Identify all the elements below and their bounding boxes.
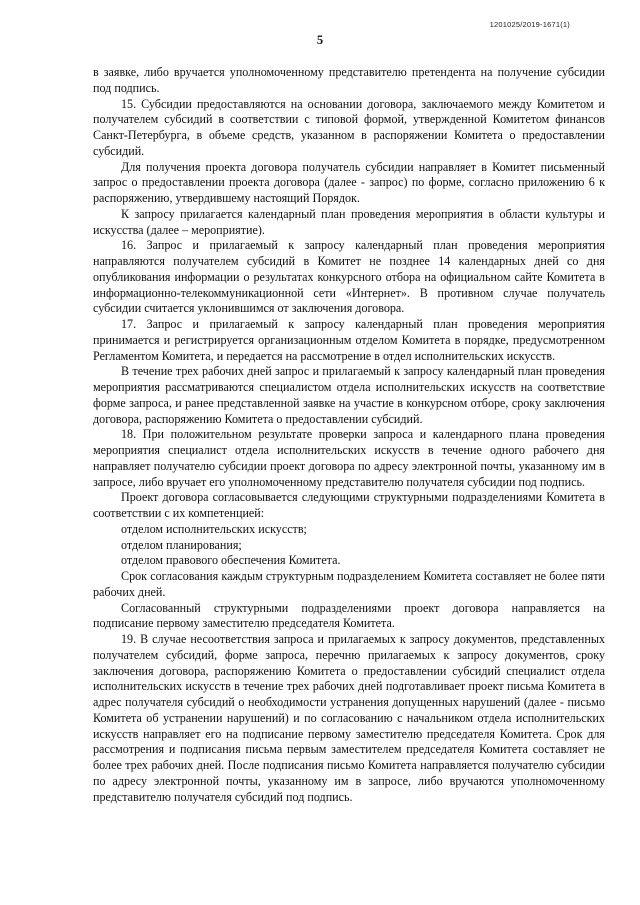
paragraph: Проект договора согласовывается следующими структурными подразделениями Комитета в соответствии с их компетенцией: (93, 490, 605, 520)
paragraph: В течение трех рабочих дней запрос и прилагаемый к запросу календарный план проведения мероприятия рассматриваются специалистом отдела исполнительских искусств на соответствие форме запроса, и ранее представленной заявке на участие в конкурсном отборе, сроку заключения договора, распоряжению Комитета о предоставлении субсидий. (93, 364, 605, 426)
paragraph-continuation: в заявке, либо вручается уполномоченному представителю претендента на получение субсидии под подпись. (93, 65, 605, 95)
page-number: 5 (316, 33, 324, 47)
paragraph: Согласованный структурными подразделениями проект договора направляется на подписание первому заместителю председателя Комитета. (93, 600, 605, 631)
document-number: 1201025/2019-1671(1) (489, 20, 570, 29)
document-body (93, 65, 605, 805)
paragraph: Для получения проекта договора получатель субсидии направляет в Комитет письменный запрос о предоставлении проекта договора (далее - запрос) по форме, согласно приложению 6 к распоряжению, утвердившему настоящий Порядок. (93, 159, 605, 205)
paragraph-clause-17: 17. Запрос и прилагаемый к запросу календарный план проведения мероприятия принимается и регистрируется организационным отделом Комитета в порядке, предусмотренном Регламентом Комитета, и передается на рассмотрение в отдел исполнительских искусств. (93, 317, 605, 363)
paragraph: К запросу прилагается календарный план проведения мероприятия в области культуры и искусства (далее – мероприятие). (93, 206, 605, 237)
list-item: отделом планирования; (121, 537, 242, 552)
paragraph-clause-15: 15. Субсидии предоставляются на основании договора, заключаемого между Комитетом и получателем субсидий в соответствии с типовой формой, утвержденной Комитетом финансов Санкт-Петербурга, в объеме средств, указанном в распоряжении Комитета о предоставлении субсидий. (93, 96, 605, 158)
paragraph-clause-18: 18. При положительном результате проверки запроса и календарного плана проведения мероприятия специалист отдела исполнительских искусств в течение одного рабочего дня направляет получателю субсидии проект договора по адресу электронной почты, указанному им в запросе, либо вручает его уполномоченному представителю получателя субсидии под подпись. (93, 427, 605, 489)
paragraph-clause-19: 19. В случае несоответствия запроса и прилагаемых к запросу документов, представленных получателем субсидий, форме запроса, перечню прилагаемых к запросу документов, сроку заключения договора, распоряжению Комитета о предоставлении субсидий специалист отдела исполнительских искусств в течение трех рабочих дней подготавливает проект письма Комитета в адрес получателя субсидий о необходимости устранения допущенных нарушений (далее - письмо Комитета об устранении нарушений) и по согласованию с начальником отдела исполнительских искусств направляет его на подписание первому заместителю председателя Комитета. Срок для рассмотрения и подписания письма первым заместителем председателя Комитета составляет не более трех рабочих дней. После подписания письмо Комитета направляется получателю субсидии по адресу электронной почты, указанному им в запросе, либо вручаются уполномоченному представителю получателя субсидий под подпись. (93, 632, 605, 804)
paragraph: Срок согласования каждым структурным подразделением Комитета составляет не более пяти рабочих дней. (93, 569, 605, 599)
list-item: отделом правового обеспечения Комитета. (121, 553, 341, 568)
list-item: отделом исполнительских искусств; (121, 521, 307, 536)
paragraph-clause-16: 16. Запрос и прилагаемый к запросу календарный план проведения мероприятия направляются получателем субсидий в Комитет не позднее 14 календарных дней со дня опубликования информации о результатах конкурсного отбора на официальном сайте Комитета в информационно-телекоммуникационной сети «Интернет». В противном случае получатель субсидии считается уклонившимся от заключения договора. (93, 238, 605, 316)
